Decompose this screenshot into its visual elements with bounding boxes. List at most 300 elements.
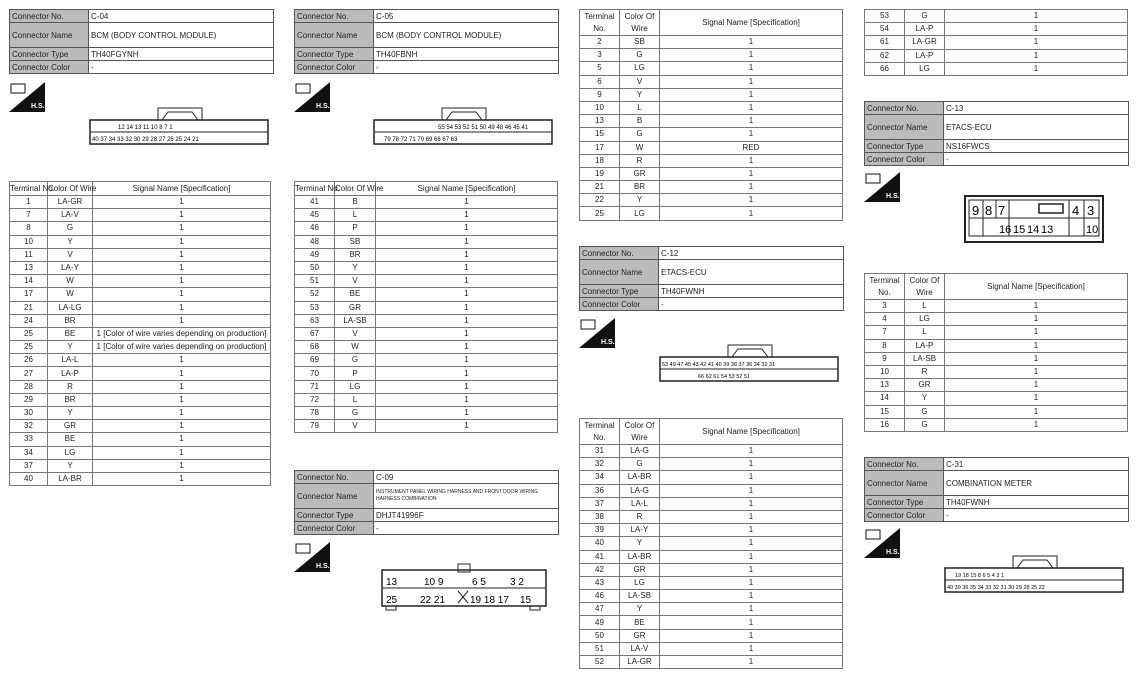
wire-color-cell: LA-GR: [905, 36, 945, 49]
wire-color-cell: Y: [48, 459, 93, 472]
c09-pin-19-18-17: 19 18 17: [470, 595, 509, 606]
wire-color-cell: LA-SB: [905, 352, 945, 365]
wire-color-cell: G: [905, 405, 945, 418]
terminal-no-cell: 25: [10, 327, 48, 340]
table-row: [295, 327, 558, 340]
connector-type-value: TH40FGYNH: [89, 48, 274, 61]
signal-name-cell: 1: [93, 209, 271, 222]
terminal-no-cell: 16: [865, 418, 905, 431]
wire-color-cell: R: [620, 154, 660, 167]
c31-pins-top: 19 18 15 8 6 5 4 3 1: [955, 573, 1004, 579]
table-row: [295, 288, 558, 301]
terminal-no-cell: 11: [10, 248, 48, 261]
wire-color-cell: Y: [48, 407, 93, 420]
signal-name-cell: 1: [660, 101, 843, 114]
terminal-no-cell: 63: [295, 314, 335, 327]
wire-color-cell: G: [620, 49, 660, 62]
signal-name-cell: 1: [660, 471, 843, 484]
signal-name-cell: 1: [93, 420, 271, 433]
terminal-no-cell: 24: [10, 314, 48, 327]
wire-color-cell: GR: [335, 301, 376, 314]
c05-pins-bottom: 79 78 72 71 70 69 68 67 63: [384, 137, 458, 143]
table-row: [865, 339, 1128, 352]
terminal-no-cell: 66: [865, 62, 905, 75]
signal-name-cell: 1: [660, 616, 843, 629]
signal-name-cell: 1: [93, 459, 271, 472]
terminal-no-cell: 26: [10, 354, 48, 367]
wire-color-cell: G: [620, 128, 660, 141]
signal-name-cell: 1: [376, 301, 558, 314]
connector-name-value: BCM (BODY CONTROL MODULE): [374, 23, 559, 48]
signal-name-cell: 1: [93, 196, 271, 209]
terminal-no-cell: 25: [580, 207, 620, 220]
wire-color-cell: W: [335, 341, 376, 354]
signal-name-cell: 1: [376, 209, 558, 222]
c13-pin-15: 15: [1013, 224, 1026, 236]
signal-name-cell: 1: [660, 576, 843, 589]
connector-type-label: Connector Type: [865, 140, 944, 153]
terminal-no-cell: 49: [580, 616, 620, 629]
signal-name-cell: 1: [945, 23, 1128, 36]
wire-color-cell: L: [620, 101, 660, 114]
signal-name-cell: 1: [660, 128, 843, 141]
table-row: [295, 380, 558, 393]
c04-info-table: [9, 9, 274, 74]
signal-name-cell: 1: [660, 524, 843, 537]
connector-name-value: ETACS-ECU: [659, 260, 844, 285]
c13-pin-16: 16: [999, 224, 1012, 236]
wire-color-cell: G: [905, 10, 945, 23]
wire-color-cell: L: [335, 393, 376, 406]
signal-name-cell: 1: [93, 314, 271, 327]
table-row: [295, 341, 558, 354]
terminal-no-cell: 52: [580, 656, 620, 669]
table-row: [10, 354, 271, 367]
connector-name-value: INSTRUMENT PANEL WIRING HARNESS AND FRONT DOOR WIRING HARNESS COMBINATION: [374, 484, 559, 509]
wire-color-cell: LA-BR: [48, 472, 93, 485]
signal-name-cell: 1: [660, 36, 843, 49]
signal-name-cell: 1: [945, 49, 1128, 62]
table-row: [580, 497, 843, 510]
table-row: [580, 603, 843, 616]
wire-color-cell: G: [48, 222, 93, 235]
c31-info-table: [864, 457, 1129, 522]
wire-color-cell: LA-BR: [620, 471, 660, 484]
signal-name-cell: 1: [376, 235, 558, 248]
table-row: [580, 484, 843, 497]
hs-harness-side-icon: [294, 542, 330, 572]
signal-name-cell: 1: [660, 550, 843, 563]
table-row: [10, 275, 271, 288]
terminal-no-cell: 34: [10, 446, 48, 459]
signal-name-cell: 1: [660, 656, 843, 669]
connector-name-value: BCM (BODY CONTROL MODULE): [89, 23, 274, 48]
c12-terminal-table-continued: [864, 9, 1128, 76]
table-row: [10, 301, 271, 314]
signal-name-cell: 1: [660, 75, 843, 88]
terminal-no-header: Terminal No.: [295, 182, 335, 196]
signal-name-header: Signal Name [Specification]: [945, 274, 1128, 300]
terminal-no-cell: 22: [580, 194, 620, 207]
signal-name-cell: 1: [660, 510, 843, 523]
c04-connector-diagram: [88, 106, 270, 146]
terminal-no-cell: 19: [580, 167, 620, 180]
table-row: [865, 36, 1128, 49]
table-row: [295, 209, 558, 222]
wire-color-cell: R: [620, 510, 660, 523]
color-of-wire-header: Color Of Wire: [905, 274, 945, 300]
signal-name-cell: 1: [376, 380, 558, 393]
terminal-no-cell: 46: [580, 590, 620, 603]
hs-label: H.S.: [886, 193, 900, 200]
table-row: [295, 301, 558, 314]
table-row: [295, 275, 558, 288]
terminal-no-cell: 17: [580, 141, 620, 154]
c13-terminal-table: [864, 273, 1128, 432]
table-row: [580, 62, 843, 75]
hs-harness-side-icon: [579, 318, 615, 348]
table-row: [580, 141, 843, 154]
connector-type-label: Connector Type: [295, 509, 374, 522]
connector-type-label: Connector Type: [10, 48, 89, 61]
table-row: [10, 209, 271, 222]
table-row: [580, 590, 843, 603]
wire-color-cell: W: [48, 275, 93, 288]
connector-type-value: TH40FWNH: [944, 496, 1129, 509]
signal-name-cell: 1: [660, 590, 843, 603]
signal-name-header: Signal Name [Specification]: [376, 182, 558, 196]
table-row: [865, 365, 1128, 378]
wire-color-cell: BE: [620, 616, 660, 629]
table-row: [10, 261, 271, 274]
signal-name-cell: 1: [93, 407, 271, 420]
connector-color-label: Connector Color: [295, 61, 374, 74]
table-row: [295, 407, 558, 420]
signal-name-cell: 1: [93, 222, 271, 235]
signal-name-cell: 1: [945, 339, 1128, 352]
wire-color-cell: LA-P: [905, 23, 945, 36]
table-row: [865, 326, 1128, 339]
terminal-no-cell: 37: [10, 459, 48, 472]
c05-terminal-table: [294, 181, 558, 433]
wire-color-cell: BE: [48, 327, 93, 340]
connector-no-value: C-13: [944, 102, 1129, 115]
signal-name-cell: 1: [376, 393, 558, 406]
terminal-no-cell: 33: [10, 433, 48, 446]
wire-color-cell: V: [620, 75, 660, 88]
terminal-no-cell: 51: [580, 642, 620, 655]
connector-name-label: Connector Name: [10, 23, 89, 48]
table-row: [580, 194, 843, 207]
wire-color-cell: L: [905, 300, 945, 313]
terminal-no-cell: 10: [865, 365, 905, 378]
table-row: [580, 207, 843, 220]
terminal-no-cell: 62: [865, 49, 905, 62]
connector-name-value: ETACS-ECU: [944, 115, 1129, 140]
wire-color-cell: GR: [620, 563, 660, 576]
connector-type-label: Connector Type: [865, 496, 944, 509]
signal-name-cell: 1: [376, 354, 558, 367]
c09-pin-15: 15: [520, 595, 532, 606]
connector-color-value: -: [944, 509, 1129, 522]
signal-name-cell: 1: [660, 115, 843, 128]
c13-pin-9: 9: [972, 203, 980, 218]
connector-color-value: -: [944, 153, 1129, 166]
connector-color-label: Connector Color: [580, 298, 659, 311]
connector-name-label: Connector Name: [295, 23, 374, 48]
signal-name-cell: 1: [660, 497, 843, 510]
terminal-no-cell: 8: [10, 222, 48, 235]
c13-pin-8: 8: [985, 203, 993, 218]
signal-name-cell: 1: [660, 154, 843, 167]
connector-name-label: Connector Name: [295, 484, 374, 509]
table-row: [10, 314, 271, 327]
connector-no-label: Connector No.: [10, 10, 89, 23]
signal-name-cell: 1: [376, 222, 558, 235]
terminal-no-header: Terminal No.: [865, 274, 905, 300]
table-row: [10, 420, 271, 433]
wire-color-cell: LG: [620, 207, 660, 220]
terminal-no-cell: 29: [10, 393, 48, 406]
connector-color-value: -: [374, 61, 559, 74]
table-row: [580, 154, 843, 167]
signal-name-cell: 1: [945, 313, 1128, 326]
wire-color-cell: LA-LG: [48, 301, 93, 314]
signal-name-cell: 1: [660, 445, 843, 458]
terminal-no-cell: 67: [295, 327, 335, 340]
c13-info-table: [864, 101, 1129, 166]
table-row: [580, 524, 843, 537]
signal-name-cell: 1: [93, 248, 271, 261]
connector-name-label: Connector Name: [865, 115, 944, 140]
wire-color-cell: SB: [620, 36, 660, 49]
table-row: [865, 392, 1128, 405]
terminal-no-cell: 71: [295, 380, 335, 393]
signal-name-header: Signal Name [Specification]: [660, 10, 843, 36]
table-row: [865, 300, 1128, 313]
signal-name-cell: 1: [660, 537, 843, 550]
terminal-no-cell: 39: [580, 524, 620, 537]
wire-color-cell: W: [620, 141, 660, 154]
signal-name-cell: 1: [376, 275, 558, 288]
terminal-no-cell: 41: [295, 196, 335, 209]
c05-info-table: [294, 9, 559, 74]
wire-color-cell: V: [335, 275, 376, 288]
signal-name-cell: 1: [660, 603, 843, 616]
signal-name-cell: 1: [93, 433, 271, 446]
table-row: [580, 629, 843, 642]
table-row: [580, 510, 843, 523]
signal-name-cell: 1: [93, 380, 271, 393]
signal-name-cell: 1: [945, 352, 1128, 365]
terminal-no-cell: 50: [295, 261, 335, 274]
terminal-no-cell: 27: [10, 367, 48, 380]
color-of-wire-header: Color Of Wire: [620, 419, 660, 445]
terminal-no-header: Terminal No.: [580, 10, 620, 36]
c09-connector-diagram: [380, 562, 548, 612]
terminal-no-cell: 15: [580, 128, 620, 141]
c13-pin-13: 13: [1041, 224, 1054, 236]
terminal-no-cell: 78: [295, 407, 335, 420]
connector-no-label: Connector No.: [865, 458, 944, 471]
table-row: [865, 313, 1128, 326]
signal-name-cell: 1: [93, 367, 271, 380]
terminal-no-cell: 34: [580, 471, 620, 484]
signal-name-cell: 1: [660, 88, 843, 101]
signal-name-cell: 1: [93, 354, 271, 367]
signal-name-cell: 1 [Color of wire varies depending on production]: [93, 327, 271, 340]
signal-name-cell: 1: [945, 418, 1128, 431]
terminal-no-cell: 40: [10, 472, 48, 485]
c05-pins-top: 55 54 53 52 51 50 49 48 46 45 41: [438, 125, 529, 131]
table-row: [580, 550, 843, 563]
c12-terminal-table: [579, 418, 843, 669]
hs-label: H.S.: [316, 103, 330, 110]
table-row: [10, 393, 271, 406]
signal-name-cell: 1: [376, 314, 558, 327]
signal-name-cell: 1: [945, 379, 1128, 392]
wire-color-cell: SB: [335, 235, 376, 248]
terminal-no-cell: 1: [10, 196, 48, 209]
table-row: [580, 101, 843, 114]
table-row: [580, 642, 843, 655]
c13-pin-10: 10: [1086, 224, 1099, 236]
wire-color-cell: Y: [620, 88, 660, 101]
table-row: [295, 420, 558, 433]
signal-name-cell: 1: [660, 629, 843, 642]
table-row: [295, 354, 558, 367]
hs-harness-side-icon: [864, 528, 900, 558]
table-row: [580, 128, 843, 141]
terminal-no-cell: 40: [580, 537, 620, 550]
wire-color-cell: LA-GR: [620, 656, 660, 669]
table-row: [580, 576, 843, 589]
wire-color-cell: LA-Y: [48, 261, 93, 274]
signal-name-cell: 1: [376, 341, 558, 354]
terminal-no-cell: 52: [295, 288, 335, 301]
terminal-no-header: Terminal No.: [580, 419, 620, 445]
connector-color-label: Connector Color: [865, 509, 944, 522]
connector-color-value: -: [374, 522, 559, 535]
signal-name-cell: 1: [945, 392, 1128, 405]
wire-color-cell: V: [335, 327, 376, 340]
signal-name-header: Signal Name [Specification]: [93, 182, 271, 196]
signal-name-cell: 1: [376, 288, 558, 301]
terminal-no-cell: 69: [295, 354, 335, 367]
table-row: [10, 433, 271, 446]
wire-color-cell: R: [48, 380, 93, 393]
table-row: [10, 459, 271, 472]
terminal-no-cell: 41: [580, 550, 620, 563]
c09-pin-3-2: 3 2: [510, 577, 524, 588]
c04-terminal-table: [9, 181, 271, 486]
wire-color-cell: G: [905, 418, 945, 431]
signal-name-cell: 1: [93, 472, 271, 485]
signal-name-cell: 1: [945, 365, 1128, 378]
table-row: [580, 616, 843, 629]
color-of-wire-header: Color Of Wire: [620, 10, 660, 36]
c12-pins-bottom: 66 62 61 54 53 52 51: [698, 374, 750, 380]
signal-name-cell: 1: [660, 563, 843, 576]
terminal-no-cell: 53: [295, 301, 335, 314]
table-row: [580, 181, 843, 194]
table-row: [865, 379, 1128, 392]
connector-no-value: C-04: [89, 10, 274, 23]
wire-color-cell: BE: [48, 433, 93, 446]
terminal-no-cell: 51: [295, 275, 335, 288]
terminal-no-cell: 38: [580, 510, 620, 523]
connector-color-value: -: [659, 298, 844, 311]
hs-label: H.S.: [886, 549, 900, 556]
table-row: [295, 222, 558, 235]
wire-color-cell: LG: [905, 313, 945, 326]
table-row: [10, 327, 271, 340]
table-row: [580, 563, 843, 576]
table-row: [865, 62, 1128, 75]
connector-name-value: COMBINATION METER: [944, 471, 1129, 496]
wire-color-cell: Y: [620, 194, 660, 207]
signal-name-cell: 1: [660, 194, 843, 207]
table-row: [865, 49, 1128, 62]
signal-name-cell: 1: [660, 49, 843, 62]
signal-name-cell: 1: [945, 36, 1128, 49]
signal-name-cell: 1: [945, 300, 1128, 313]
table-row: [295, 393, 558, 406]
terminal-no-cell: 37: [580, 497, 620, 510]
terminal-no-cell: 6: [580, 75, 620, 88]
terminal-no-cell: 5: [580, 62, 620, 75]
terminal-no-cell: 49: [295, 248, 335, 261]
hs-harness-side-icon: [864, 172, 900, 202]
c13-pin-14: 14: [1027, 224, 1040, 236]
connector-no-label: Connector No.: [865, 102, 944, 115]
terminal-no-cell: 3: [865, 300, 905, 313]
terminal-no-cell: 42: [580, 563, 620, 576]
connector-no-label: Connector No.: [295, 10, 374, 23]
c12-pins-top: 53 49 47 45 43 42 41 40 39 38 37 36 34 32 31: [662, 362, 776, 368]
c09-pin-13: 13: [386, 577, 398, 588]
wire-color-cell: R: [905, 365, 945, 378]
terminal-no-cell: 9: [580, 88, 620, 101]
table-row: [10, 222, 271, 235]
terminal-no-cell: 10: [580, 101, 620, 114]
signal-name-cell: 1: [945, 405, 1128, 418]
terminal-no-cell: 7: [865, 326, 905, 339]
terminal-no-cell: 68: [295, 341, 335, 354]
table-row: [580, 445, 843, 458]
signal-name-cell: 1: [376, 407, 558, 420]
signal-name-cell: 1: [93, 275, 271, 288]
table-row: [295, 261, 558, 274]
color-of-wire-header: Color Of Wire: [335, 182, 376, 196]
hs-harness-side-icon: [294, 82, 330, 112]
terminal-no-cell: 46: [295, 222, 335, 235]
table-row: [580, 656, 843, 669]
wire-color-cell: LA-SB: [335, 314, 376, 327]
wire-color-cell: LG: [620, 62, 660, 75]
wire-color-cell: BE: [335, 288, 376, 301]
wire-color-cell: P: [335, 222, 376, 235]
table-row: [10, 367, 271, 380]
wire-color-cell: V: [335, 420, 376, 433]
signal-name-cell: 1: [376, 196, 558, 209]
c13-pin-4: 4: [1072, 203, 1080, 218]
c13-pin-7: 7: [998, 203, 1006, 218]
terminal-no-cell: 47: [580, 603, 620, 616]
table-row: [580, 458, 843, 471]
wire-color-cell: G: [335, 354, 376, 367]
connector-type-value: NS16FWCS: [944, 140, 1129, 153]
